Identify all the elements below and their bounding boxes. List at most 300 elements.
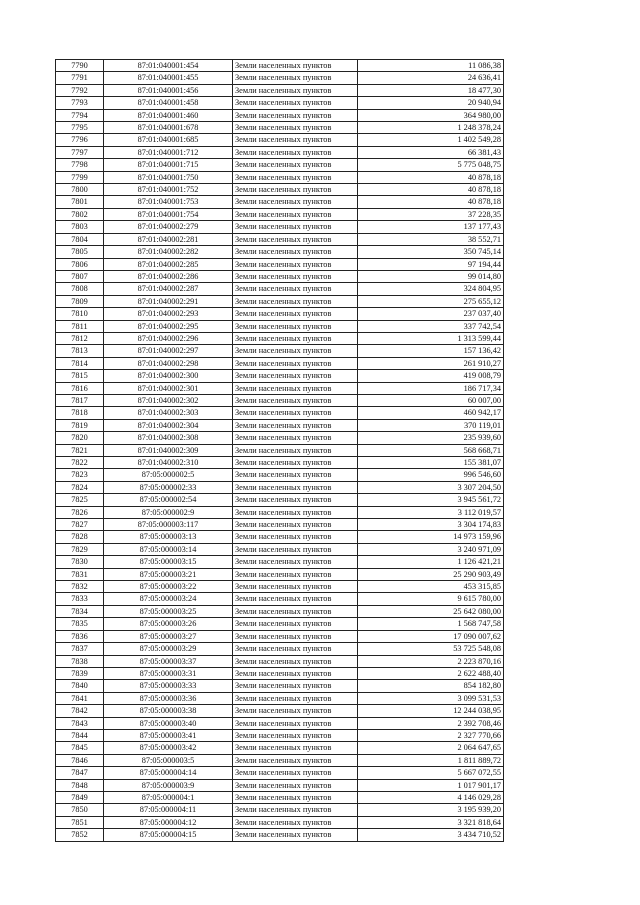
cadastral-value: 157 136,42 (358, 345, 504, 357)
cadastral-value: 40 878,18 (358, 196, 504, 208)
table-body (56, 60, 504, 842)
row-number: 7799 (56, 171, 104, 183)
land-category: Земли населенных пунктов (233, 258, 358, 270)
cadastral-number: 87:05:000003:29 (104, 643, 233, 655)
row-number: 7815 (56, 370, 104, 382)
cadastral-number: 87:01:040002:308 (104, 432, 233, 444)
row-number: 7842 (56, 705, 104, 717)
land-category: Земли населенных пунктов (233, 519, 358, 531)
row-number: 7850 (56, 804, 104, 816)
row-number: 7828 (56, 531, 104, 543)
land-category: Земли населенных пунктов (233, 655, 358, 667)
cadastral-value: 261 910,27 (358, 357, 504, 369)
row-number: 7823 (56, 469, 104, 481)
table-row (56, 295, 504, 307)
row-number: 7839 (56, 667, 104, 679)
row-number: 7796 (56, 134, 104, 146)
row-number: 7802 (56, 208, 104, 220)
cadastral-number: 87:01:040002:310 (104, 457, 233, 469)
table-row (56, 159, 504, 171)
land-category: Земли населенных пунктов (233, 705, 358, 717)
cadastral-number: 87:05:000003:41 (104, 729, 233, 741)
cadastral-value-table (55, 59, 504, 842)
table-row (56, 630, 504, 642)
land-category: Земли населенных пунктов (233, 791, 358, 803)
cadastral-value: 337 742,54 (358, 320, 504, 332)
cadastral-number: 87:05:000003:13 (104, 531, 233, 543)
land-category: Земли населенных пунктов (233, 742, 358, 754)
cadastral-value: 25 290 903,49 (358, 568, 504, 580)
cadastral-value: 20 940,94 (358, 97, 504, 109)
cadastral-value: 568 668,71 (358, 444, 504, 456)
cadastral-number: 87:01:040002:301 (104, 382, 233, 394)
cadastral-number: 87:05:000003:9 (104, 779, 233, 791)
cadastral-number: 87:05:000003:37 (104, 655, 233, 667)
row-number: 7841 (56, 692, 104, 704)
table-row (56, 122, 504, 134)
cadastral-number: 87:05:000003:5 (104, 754, 233, 766)
land-category: Земли населенных пунктов (233, 72, 358, 84)
table-row (56, 754, 504, 766)
land-category: Земли населенных пунктов (233, 109, 358, 121)
land-category: Земли населенных пунктов (233, 370, 358, 382)
land-category: Земли населенных пунктов (233, 233, 358, 245)
cadastral-value: 60 007,00 (358, 394, 504, 406)
table-row (56, 345, 504, 357)
cadastral-value: 97 194,44 (358, 258, 504, 270)
land-category: Земли населенных пунктов (233, 506, 358, 518)
row-number: 7843 (56, 717, 104, 729)
cadastral-number: 87:01:040002:293 (104, 308, 233, 320)
cadastral-value: 3 195 939,20 (358, 804, 504, 816)
cadastral-value: 1 568 747,58 (358, 618, 504, 630)
land-category: Земли населенных пунктов (233, 481, 358, 493)
cadastral-number: 87:01:040002:285 (104, 258, 233, 270)
cadastral-number: 87:01:040002:297 (104, 345, 233, 357)
row-number: 7831 (56, 568, 104, 580)
cadastral-value: 5 775 048,75 (358, 159, 504, 171)
row-number: 7797 (56, 146, 104, 158)
cadastral-number: 87:01:040001:458 (104, 97, 233, 109)
land-category: Земли населенных пунктов (233, 208, 358, 220)
cadastral-value: 9 615 780,00 (358, 593, 504, 605)
table-row (56, 791, 504, 803)
land-category: Земли населенных пунктов (233, 630, 358, 642)
row-number: 7822 (56, 457, 104, 469)
cadastral-number: 87:05:000003:22 (104, 581, 233, 593)
cadastral-value: 53 725 548,08 (358, 643, 504, 655)
cadastral-value: 3 240 971,09 (358, 543, 504, 555)
cadastral-number: 87:01:040001:753 (104, 196, 233, 208)
table-row (56, 729, 504, 741)
table-row (56, 332, 504, 344)
cadastral-number: 87:05:000002:9 (104, 506, 233, 518)
row-number: 7827 (56, 519, 104, 531)
land-category: Земли населенных пунктов (233, 593, 358, 605)
table-row (56, 531, 504, 543)
cadastral-value: 453 315,85 (358, 581, 504, 593)
cadastral-number: 87:01:040002:309 (104, 444, 233, 456)
land-category: Земли населенных пунктов (233, 816, 358, 828)
table-row (56, 246, 504, 258)
cadastral-number: 87:05:000003:38 (104, 705, 233, 717)
table-row (56, 444, 504, 456)
land-category: Земли населенных пунктов (233, 779, 358, 791)
cadastral-value: 4 146 029,28 (358, 791, 504, 803)
table-row (56, 221, 504, 233)
cadastral-number: 87:05:000003:26 (104, 618, 233, 630)
land-category: Земли населенных пунктов (233, 221, 358, 233)
cadastral-number: 87:01:040001:750 (104, 171, 233, 183)
land-category: Земли населенных пунктов (233, 618, 358, 630)
cadastral-number: 87:05:000002:5 (104, 469, 233, 481)
table-row (56, 382, 504, 394)
cadastral-number: 87:05:000003:31 (104, 667, 233, 679)
row-number: 7793 (56, 97, 104, 109)
row-number: 7824 (56, 481, 104, 493)
table-row (56, 60, 504, 72)
cadastral-value: 137 177,43 (358, 221, 504, 233)
cadastral-number: 87:01:040002:302 (104, 394, 233, 406)
row-number: 7849 (56, 791, 104, 803)
row-number: 7834 (56, 605, 104, 617)
table-row (56, 717, 504, 729)
row-number: 7790 (56, 60, 104, 72)
land-category: Земли населенных пунктов (233, 134, 358, 146)
table-row (56, 593, 504, 605)
land-category: Земли населенных пунктов (233, 767, 358, 779)
land-category: Земли населенных пунктов (233, 97, 358, 109)
row-number: 7830 (56, 556, 104, 568)
cadastral-value: 996 546,60 (358, 469, 504, 481)
cadastral-value: 2 327 770,66 (358, 729, 504, 741)
row-number: 7792 (56, 84, 104, 96)
land-category: Земли населенных пунктов (233, 382, 358, 394)
table-row (56, 779, 504, 791)
cadastral-value: 3 307 204,50 (358, 481, 504, 493)
cadastral-number: 87:05:000003:42 (104, 742, 233, 754)
cadastral-value: 1 811 889,72 (358, 754, 504, 766)
cadastral-value: 155 381,07 (358, 457, 504, 469)
cadastral-number: 87:01:040002:287 (104, 283, 233, 295)
cadastral-number: 87:05:000003:14 (104, 543, 233, 555)
cadastral-number: 87:01:040002:286 (104, 270, 233, 282)
cadastral-number: 87:01:040001:754 (104, 208, 233, 220)
land-category: Земли населенных пунктов (233, 643, 358, 655)
row-number: 7801 (56, 196, 104, 208)
row-number: 7852 (56, 829, 104, 841)
cadastral-value: 2 392 708,46 (358, 717, 504, 729)
table-row (56, 357, 504, 369)
cadastral-value: 40 878,18 (358, 184, 504, 196)
table-row (56, 481, 504, 493)
table-row (56, 469, 504, 481)
row-number: 7812 (56, 332, 104, 344)
cadastral-number: 87:01:040002:279 (104, 221, 233, 233)
row-number: 7807 (56, 270, 104, 282)
cadastral-value: 24 636,41 (358, 72, 504, 84)
row-number: 7817 (56, 394, 104, 406)
table-row (56, 692, 504, 704)
cadastral-number: 87:01:040002:298 (104, 357, 233, 369)
table-row (56, 370, 504, 382)
cadastral-number: 87:01:040001:712 (104, 146, 233, 158)
cadastral-number: 87:05:000003:33 (104, 680, 233, 692)
row-number: 7837 (56, 643, 104, 655)
cadastral-number: 87:05:000003:15 (104, 556, 233, 568)
table-row (56, 184, 504, 196)
row-number: 7806 (56, 258, 104, 270)
row-number: 7798 (56, 159, 104, 171)
cadastral-number: 87:01:040001:678 (104, 122, 233, 134)
cadastral-value: 275 655,12 (358, 295, 504, 307)
cadastral-number: 87:01:040002:300 (104, 370, 233, 382)
table-row (56, 829, 504, 841)
cadastral-value: 17 090 007,62 (358, 630, 504, 642)
cadastral-number: 87:05:000003:27 (104, 630, 233, 642)
land-category: Земли населенных пунктов (233, 469, 358, 481)
table-row (56, 308, 504, 320)
row-number: 7803 (56, 221, 104, 233)
table-row (56, 556, 504, 568)
cadastral-value: 854 182,80 (358, 680, 504, 692)
cadastral-value: 370 119,01 (358, 419, 504, 431)
row-number: 7795 (56, 122, 104, 134)
table-row (56, 804, 504, 816)
land-category: Земли населенных пунктов (233, 605, 358, 617)
row-number: 7804 (56, 233, 104, 245)
cadastral-number: 87:05:000003:24 (104, 593, 233, 605)
land-category: Земли населенных пунктов (233, 308, 358, 320)
table-row (56, 394, 504, 406)
table-row (56, 643, 504, 655)
cadastral-value: 25 642 080,00 (358, 605, 504, 617)
cadastral-number: 87:05:000003:117 (104, 519, 233, 531)
row-number: 7825 (56, 494, 104, 506)
row-number: 7848 (56, 779, 104, 791)
cadastral-number: 87:05:000003:21 (104, 568, 233, 580)
table-row (56, 506, 504, 518)
cadastral-number: 87:01:040002:282 (104, 246, 233, 258)
row-number: 7809 (56, 295, 104, 307)
land-category: Земли населенных пунктов (233, 320, 358, 332)
row-number: 7808 (56, 283, 104, 295)
table-row (56, 196, 504, 208)
land-category: Земли населенных пунктов (233, 357, 358, 369)
land-category: Земли населенных пунктов (233, 531, 358, 543)
land-category: Земли населенных пунктов (233, 556, 358, 568)
cadastral-number: 87:01:040002:303 (104, 407, 233, 419)
cadastral-value: 1 313 599,44 (358, 332, 504, 344)
land-category: Земли населенных пунктов (233, 717, 358, 729)
table-row (56, 767, 504, 779)
land-category: Земли населенных пунктов (233, 432, 358, 444)
row-number: 7851 (56, 816, 104, 828)
row-number: 7818 (56, 407, 104, 419)
table-row (56, 208, 504, 220)
cadastral-value: 186 717,34 (358, 382, 504, 394)
table-row (56, 146, 504, 158)
cadastral-number: 87:05:000004:14 (104, 767, 233, 779)
cadastral-value: 38 552,71 (358, 233, 504, 245)
cadastral-number: 87:01:040002:296 (104, 332, 233, 344)
row-number: 7811 (56, 320, 104, 332)
cadastral-value: 66 381,43 (358, 146, 504, 158)
cadastral-number: 87:01:040001:460 (104, 109, 233, 121)
cadastral-value: 3 099 531,53 (358, 692, 504, 704)
land-category: Земли населенных пунктов (233, 692, 358, 704)
land-category: Земли населенных пунктов (233, 332, 358, 344)
cadastral-number: 87:01:040001:454 (104, 60, 233, 72)
table-row (56, 494, 504, 506)
land-category: Земли населенных пунктов (233, 146, 358, 158)
cadastral-value: 1 248 378,24 (358, 122, 504, 134)
cadastral-number: 87:05:000003:40 (104, 717, 233, 729)
cadastral-value: 350 745,14 (358, 246, 504, 258)
table-row (56, 97, 504, 109)
land-category: Земли населенных пунктов (233, 407, 358, 419)
row-number: 7847 (56, 767, 104, 779)
cadastral-value: 237 037,40 (358, 308, 504, 320)
cadastral-number: 87:01:040001:752 (104, 184, 233, 196)
land-category: Земли населенных пунктов (233, 122, 358, 134)
table-row (56, 667, 504, 679)
cadastral-value: 364 980,00 (358, 109, 504, 121)
row-number: 7840 (56, 680, 104, 692)
cadastral-number: 87:01:040002:291 (104, 295, 233, 307)
row-number: 7846 (56, 754, 104, 766)
cadastral-number: 87:01:040001:715 (104, 159, 233, 171)
cadastral-number: 87:01:040002:304 (104, 419, 233, 431)
land-category: Земли населенных пунктов (233, 543, 358, 555)
row-number: 7833 (56, 593, 104, 605)
land-category: Земли населенных пунктов (233, 581, 358, 593)
table-row (56, 655, 504, 667)
cadastral-number: 87:05:000004:15 (104, 829, 233, 841)
cadastral-number: 87:05:000004:12 (104, 816, 233, 828)
cadastral-number: 87:01:040002:281 (104, 233, 233, 245)
table-row (56, 742, 504, 754)
cadastral-value: 1 017 901,17 (358, 779, 504, 791)
row-number: 7813 (56, 345, 104, 357)
table-row (56, 680, 504, 692)
land-category: Земли населенных пунктов (233, 184, 358, 196)
cadastral-number: 87:05:000003:36 (104, 692, 233, 704)
land-category: Земли населенных пунктов (233, 84, 358, 96)
table-row (56, 283, 504, 295)
cadastral-value: 419 008,79 (358, 370, 504, 382)
table-row (56, 233, 504, 245)
land-category: Земли населенных пунктов (233, 246, 358, 258)
row-number: 7820 (56, 432, 104, 444)
cadastral-value: 324 804,95 (358, 283, 504, 295)
row-number: 7794 (56, 109, 104, 121)
cadastral-value: 37 228,35 (358, 208, 504, 220)
table-row (56, 457, 504, 469)
cadastral-number: 87:01:040002:295 (104, 320, 233, 332)
row-number: 7829 (56, 543, 104, 555)
cadastral-value: 460 942,17 (358, 407, 504, 419)
table-row (56, 432, 504, 444)
table-row (56, 171, 504, 183)
land-category: Земли населенных пунктов (233, 494, 358, 506)
land-category: Земли населенных пунктов (233, 667, 358, 679)
cadastral-number: 87:05:000004:11 (104, 804, 233, 816)
table-row (56, 134, 504, 146)
row-number: 7800 (56, 184, 104, 196)
cadastral-value: 5 667 072,55 (358, 767, 504, 779)
land-category: Земли населенных пунктов (233, 419, 358, 431)
cadastral-number: 87:05:000002:54 (104, 494, 233, 506)
cadastral-value: 3 304 174,83 (358, 519, 504, 531)
land-category: Земли населенных пунктов (233, 159, 358, 171)
table-row (56, 816, 504, 828)
land-category: Земли населенных пунктов (233, 283, 358, 295)
land-category: Земли населенных пунктов (233, 754, 358, 766)
table-row (56, 407, 504, 419)
row-number: 7832 (56, 581, 104, 593)
land-category: Земли населенных пунктов (233, 729, 358, 741)
cadastral-value: 1 126 421,21 (358, 556, 504, 568)
row-number: 7835 (56, 618, 104, 630)
cadastral-number: 87:05:000004:1 (104, 791, 233, 803)
table-row (56, 605, 504, 617)
land-category: Земли населенных пунктов (233, 295, 358, 307)
row-number: 7836 (56, 630, 104, 642)
row-number: 7819 (56, 419, 104, 431)
row-number: 7791 (56, 72, 104, 84)
row-number: 7845 (56, 742, 104, 754)
cadastral-number: 87:05:000003:25 (104, 605, 233, 617)
cadastral-number: 87:01:040001:685 (104, 134, 233, 146)
land-category: Земли населенных пунктов (233, 171, 358, 183)
cadastral-value: 12 244 038,95 (358, 705, 504, 717)
cadastral-value: 18 477,30 (358, 84, 504, 96)
cadastral-value: 3 321 818,64 (358, 816, 504, 828)
table-row (56, 72, 504, 84)
land-category: Земли населенных пунктов (233, 829, 358, 841)
row-number: 7821 (56, 444, 104, 456)
cadastral-value: 11 086,38 (358, 60, 504, 72)
land-category: Земли населенных пунктов (233, 394, 358, 406)
table-row (56, 109, 504, 121)
row-number: 7805 (56, 246, 104, 258)
row-number: 7810 (56, 308, 104, 320)
table-row (56, 258, 504, 270)
land-category: Земли населенных пунктов (233, 196, 358, 208)
cadastral-value: 2 064 647,65 (358, 742, 504, 754)
land-category: Земли населенных пунктов (233, 568, 358, 580)
row-number: 7844 (56, 729, 104, 741)
table-row (56, 419, 504, 431)
row-number: 7838 (56, 655, 104, 667)
table-row (56, 581, 504, 593)
cadastral-value: 99 014,80 (358, 270, 504, 282)
row-number: 7816 (56, 382, 104, 394)
land-category: Земли населенных пунктов (233, 270, 358, 282)
land-category: Земли населенных пунктов (233, 680, 358, 692)
table-row (56, 618, 504, 630)
table-row (56, 519, 504, 531)
land-category: Земли населенных пунктов (233, 804, 358, 816)
cadastral-value: 2 622 488,40 (358, 667, 504, 679)
cadastral-value: 1 402 549,28 (358, 134, 504, 146)
cadastral-value: 2 223 870,16 (358, 655, 504, 667)
cadastral-value: 235 939,60 (358, 432, 504, 444)
land-category: Земли населенных пунктов (233, 444, 358, 456)
cadastral-value: 14 973 159,96 (358, 531, 504, 543)
cadastral-value: 3 112 019,57 (358, 506, 504, 518)
